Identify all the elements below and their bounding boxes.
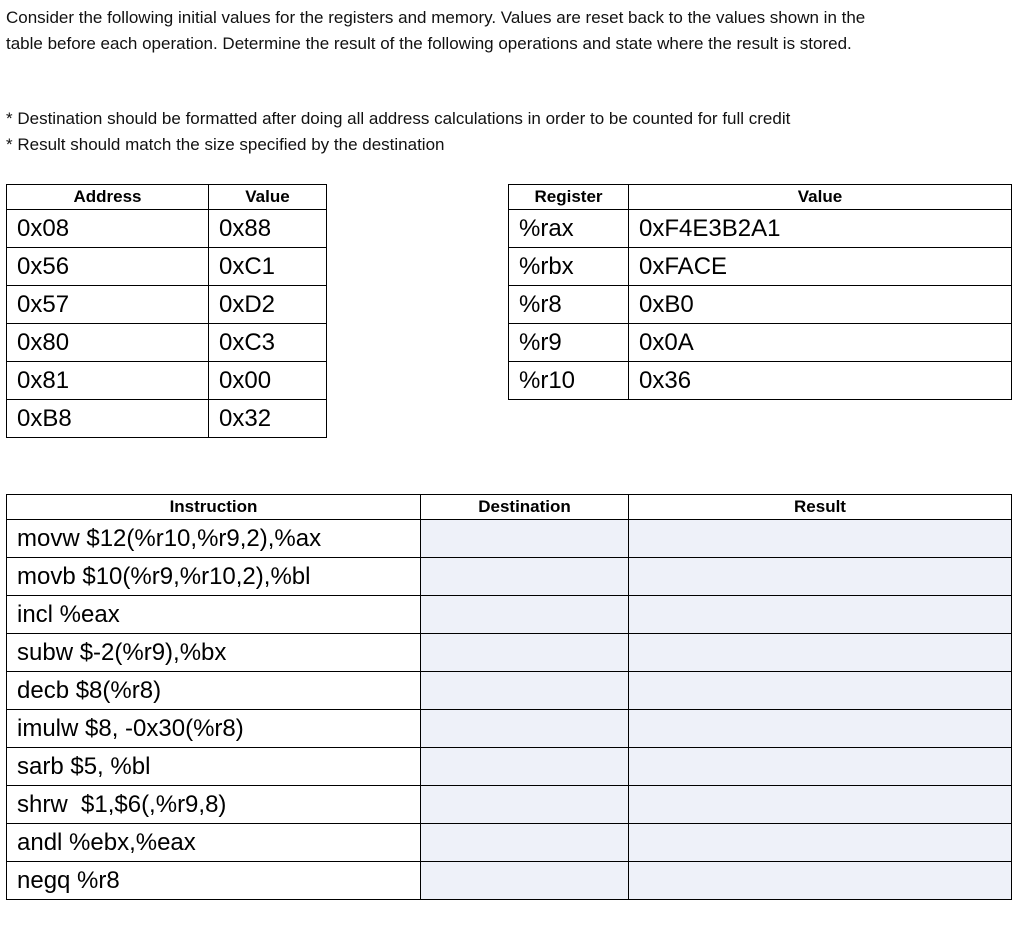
memory-value-cell: 0x00 bbox=[209, 362, 327, 400]
register-name-cell: %r9 bbox=[509, 324, 629, 362]
destination-answer-cell[interactable] bbox=[421, 520, 629, 558]
table-row bbox=[7, 634, 1012, 672]
memory-value-cell: 0xC3 bbox=[209, 324, 327, 362]
memory-value-cell: 0x88 bbox=[209, 210, 327, 248]
register-name-cell: %rbx bbox=[509, 248, 629, 286]
table-row bbox=[7, 286, 327, 324]
register-value-cell: 0xFACE bbox=[629, 248, 1012, 286]
memory-address-cell: 0xB8 bbox=[7, 400, 209, 438]
instruction-cell: movb $10(%r9,%r10,2),%bl bbox=[7, 558, 421, 596]
table-row bbox=[7, 558, 1012, 596]
register-value-cell: 0xB0 bbox=[629, 286, 1012, 324]
memory-value-cell: 0xC1 bbox=[209, 248, 327, 286]
note-result-size: * Result should match the size specified by the destination bbox=[6, 135, 445, 154]
result-answer-cell[interactable] bbox=[629, 634, 1012, 672]
destination-answer-cell[interactable] bbox=[421, 862, 629, 900]
table-row bbox=[7, 862, 1012, 900]
header-value: Value bbox=[209, 185, 327, 210]
table-row bbox=[509, 362, 1012, 400]
instruction-cell: andl %ebx,%eax bbox=[7, 824, 421, 862]
destination-answer-cell[interactable] bbox=[421, 596, 629, 634]
register-value-cell: 0x36 bbox=[629, 362, 1012, 400]
memory-address-cell: 0x80 bbox=[7, 324, 209, 362]
table-row bbox=[7, 824, 1012, 862]
memory-address-cell: 0x56 bbox=[7, 248, 209, 286]
register-name-cell: %r10 bbox=[509, 362, 629, 400]
notes bbox=[6, 106, 986, 158]
header-destination: Destination bbox=[421, 495, 629, 520]
table-row bbox=[7, 786, 1012, 824]
result-answer-cell[interactable] bbox=[629, 520, 1012, 558]
table-header-row bbox=[7, 185, 327, 210]
result-answer-cell[interactable] bbox=[629, 596, 1012, 634]
destination-answer-cell[interactable] bbox=[421, 786, 629, 824]
note-destination-format: * Destination should be formatted after doing all address calculations in order to be counted for full credit bbox=[6, 109, 791, 128]
table-row bbox=[7, 248, 327, 286]
header-instruction: Instruction bbox=[7, 495, 421, 520]
destination-answer-cell[interactable] bbox=[421, 634, 629, 672]
table-row bbox=[509, 210, 1012, 248]
destination-answer-cell[interactable] bbox=[421, 672, 629, 710]
table-row bbox=[7, 748, 1012, 786]
result-answer-cell[interactable] bbox=[629, 748, 1012, 786]
instruction-cell: decb $8(%r8) bbox=[7, 672, 421, 710]
table-header-row bbox=[7, 495, 1012, 520]
table-row bbox=[7, 210, 327, 248]
header-result: Result bbox=[629, 495, 1012, 520]
register-value-cell: 0xF4E3B2A1 bbox=[629, 210, 1012, 248]
memory-address-cell: 0x08 bbox=[7, 210, 209, 248]
result-answer-cell[interactable] bbox=[629, 558, 1012, 596]
instruction-cell: sarb $5, %bl bbox=[7, 748, 421, 786]
table-header-row bbox=[509, 185, 1012, 210]
instruction-cell: movw $12(%r10,%r9,2),%ax bbox=[7, 520, 421, 558]
memory-value-cell: 0x32 bbox=[209, 400, 327, 438]
memory-table bbox=[6, 184, 327, 438]
destination-answer-cell[interactable] bbox=[421, 824, 629, 862]
intro-paragraph: Consider the following initial values for the registers and memory. Values are reset back to the values shown in the table before each operation. Determine the result of the following operations and state where the result is stored. bbox=[6, 8, 866, 53]
result-answer-cell[interactable] bbox=[629, 786, 1012, 824]
table-row bbox=[509, 248, 1012, 286]
register-table bbox=[508, 184, 1012, 400]
instruction-cell: imulw $8, -0x30(%r8) bbox=[7, 710, 421, 748]
destination-answer-cell[interactable] bbox=[421, 558, 629, 596]
table-row bbox=[7, 520, 1012, 558]
table-row bbox=[7, 362, 327, 400]
operations-table bbox=[6, 494, 1012, 900]
register-name-cell: %rax bbox=[509, 210, 629, 248]
result-answer-cell[interactable] bbox=[629, 672, 1012, 710]
instruction-cell: negq %r8 bbox=[7, 862, 421, 900]
table-row bbox=[7, 672, 1012, 710]
table-row bbox=[7, 596, 1012, 634]
memory-address-cell: 0x57 bbox=[7, 286, 209, 324]
instruction-cell: incl %eax bbox=[7, 596, 421, 634]
table-row bbox=[509, 286, 1012, 324]
instruction-cell: shrw $1,$6(,%r9,8) bbox=[7, 786, 421, 824]
table-row bbox=[7, 324, 327, 362]
table-row bbox=[509, 324, 1012, 362]
memory-address-cell: 0x81 bbox=[7, 362, 209, 400]
destination-answer-cell[interactable] bbox=[421, 710, 629, 748]
instruction-cell: subw $-2(%r9),%bx bbox=[7, 634, 421, 672]
result-answer-cell[interactable] bbox=[629, 862, 1012, 900]
header-register: Register bbox=[509, 185, 629, 210]
memory-value-cell: 0xD2 bbox=[209, 286, 327, 324]
result-answer-cell[interactable] bbox=[629, 824, 1012, 862]
header-value: Value bbox=[629, 185, 1012, 210]
result-answer-cell[interactable] bbox=[629, 710, 1012, 748]
destination-answer-cell[interactable] bbox=[421, 748, 629, 786]
register-name-cell: %r8 bbox=[509, 286, 629, 324]
table-row bbox=[7, 710, 1012, 748]
header-address: Address bbox=[7, 185, 209, 210]
table-row bbox=[7, 400, 327, 438]
register-value-cell: 0x0A bbox=[629, 324, 1012, 362]
